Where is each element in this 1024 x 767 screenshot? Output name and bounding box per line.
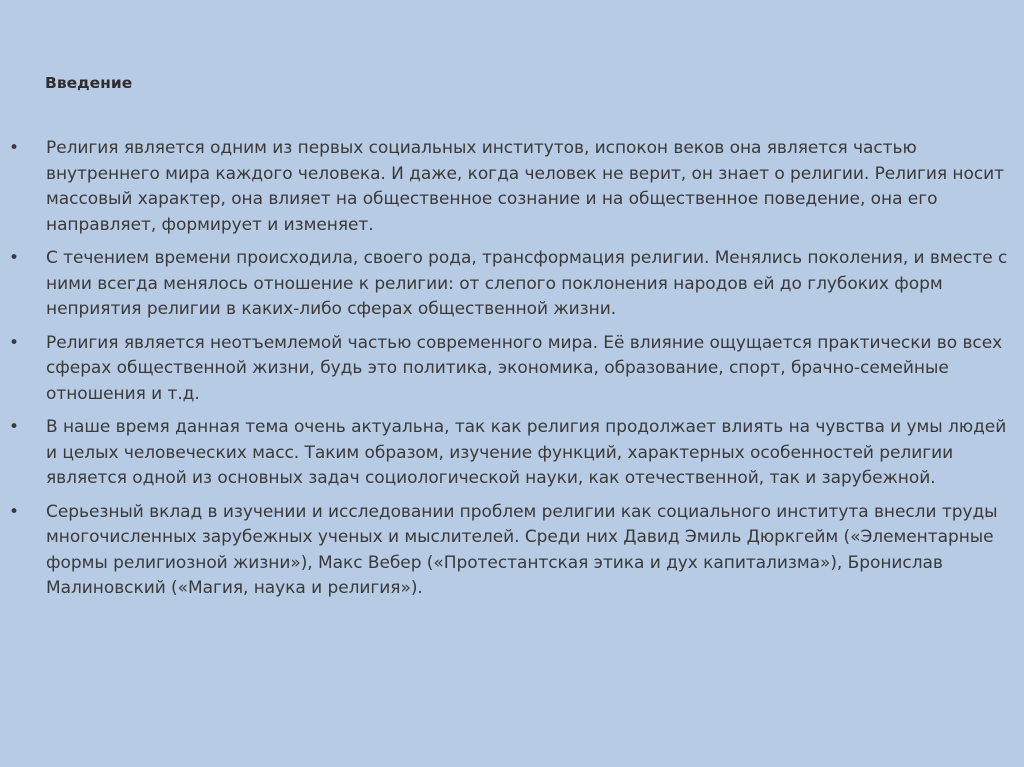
bullet-text: Серьезный вклад в изучении и исследовании проблем религии как социального института внесли труды многочисленных зарубежных ученых и мыслителей. Среди них Давид Эмиль Дюркгейм («Элементарные формы религиозной жизни»), Макс Вебер («Протестантская этика и дух капитализма»), Бронислав Малиновский («Магия, наука и религия»). <box>46 501 998 598</box>
bullet-item <box>0 246 1024 323</box>
bullet-marker: • <box>9 332 19 353</box>
slide-title: Введение <box>45 74 133 92</box>
bullet-item <box>0 415 1024 492</box>
bullet-marker: • <box>9 248 19 268</box>
bullet-text: С течением времени происходила, своего рода, трансформация религии. Менялись поколения, и вместе с ними всегда менялось отношение к религии: от слепого поклонения народов ей до глубоких форм неприятия религии в каких-либо сферах общественной жизни. <box>46 248 1008 319</box>
bullet-text: Религия является одним из первых социальных институтов, испокон веков она является частью внутреннего мира каждого человека. И даже, когда человек не верит, он знает о религии. Религия носит массовый характер, она влияет на общественное сознание и на общественное поведение, она его направляет, формирует и изменяет. <box>46 138 1004 235</box>
bullet-marker: • <box>9 501 19 522</box>
bullet-text: Религия является неотъемлемой частью современного мира. Её влияние ощущается практически во всех сферах общественной жизни, будь это политика, экономика, образование, спорт, брачно-семейные отношения и т.д. <box>46 332 1003 404</box>
bullet-marker: • <box>9 417 19 437</box>
bullet-item <box>0 136 1024 238</box>
bullet-item <box>0 500 1024 602</box>
bullet-item <box>0 331 1024 408</box>
bullet-marker: • <box>9 138 19 158</box>
bullet-text: В наше время данная тема очень актуальна, так как религия продолжает влиять на чувства и умы людей и целых человеческих масс. Таким образом, изучение функций, характерных особенностей религии является одной из основных задач социологической науки, как отечественной, так и зарубежной. <box>46 417 1007 488</box>
bullet-list <box>0 136 1024 610</box>
